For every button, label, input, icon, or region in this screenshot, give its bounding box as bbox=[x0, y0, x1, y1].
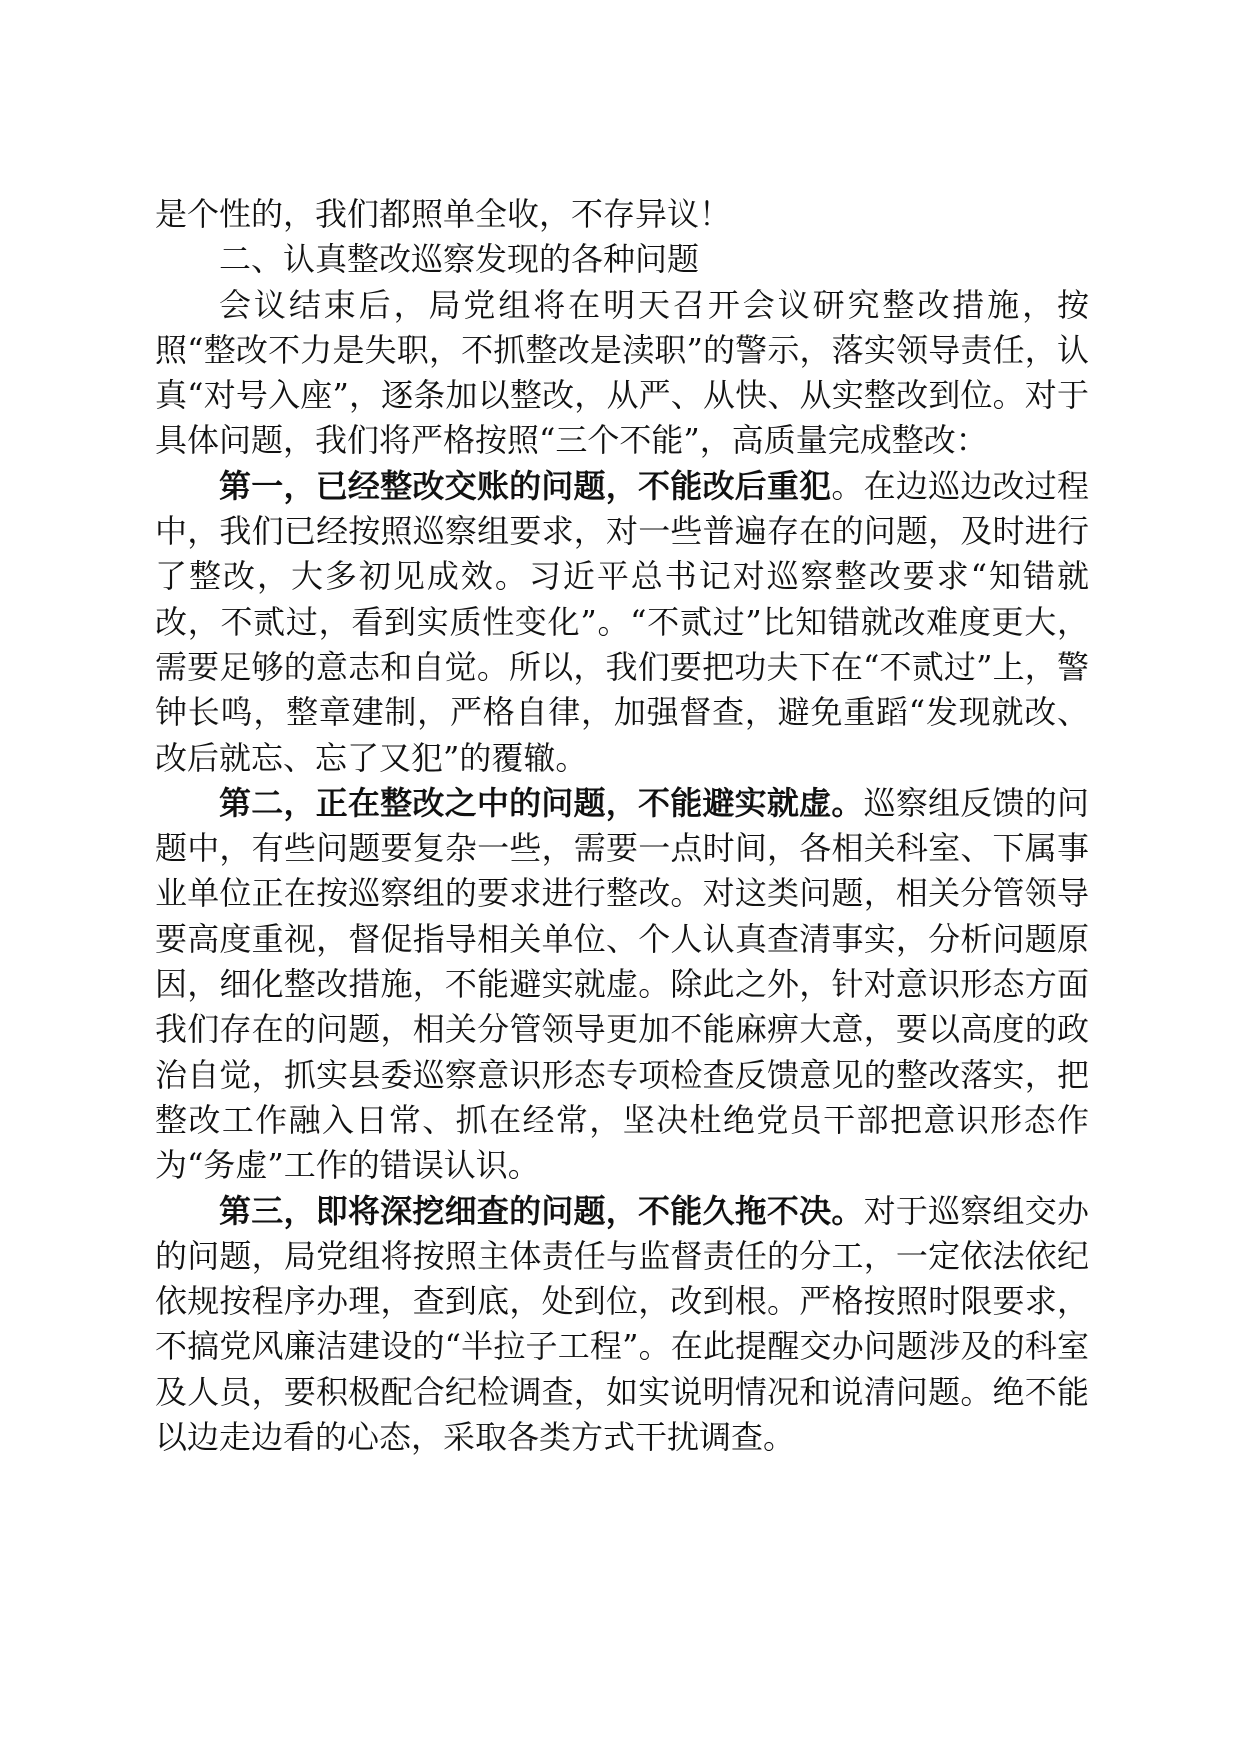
continuation-paragraph: 是个性的，我们都照单全收，不存异议！ bbox=[155, 195, 732, 233]
section-heading: 二、认真整改巡察发现的各种问题 bbox=[219, 240, 700, 279]
point-two-paragraph bbox=[155, 781, 1089, 1189]
point-three-lead: 第三，即将深挖细查的问题，不能久拖不决。 bbox=[219, 1191, 864, 1230]
point-one-paragraph bbox=[155, 464, 1089, 781]
point-three-body: 对于巡察组交办的问题，局党组将按照主体责任与监督责任的分工，一定依法依纪依规按程序办理，查到底，处到位，改到根。严格按照时限要求，不搞党风廉洁建设的“半拉子工程”。在此提醒交办问题涉及的科室及人员，要积极配合纪检调查，如实说明情况和说清问题。绝不能以边走边看的心态，采取各类方式干扰调查。 bbox=[155, 1191, 1089, 1457]
point-one-lead: 第一，已经整改交账的问题，不能改后重犯 bbox=[219, 466, 832, 505]
point-one-body: 。在边巡边改过程中，我们已经按照巡察组要求，对一些普遍存在的问题，及时进行了整改，大多初见成效。习近平总书记对巡察整改要求“知错就改，不贰过，看到实质性变化”。“不贰过”比知错就改难度更大，需要足够的意志和自觉。所以，我们要把功夫下在“不贰过”上，警钟长鸣，整章建制，严格自律，加强督查，避免重蹈“发现就改、改后就忘、忘了又犯”的覆辙。 bbox=[155, 466, 1089, 777]
intro-paragraph: 会议结束后，局党组将在明天召开会议研究整改措施，按照“整改不力是失职，不抓整改是渎职”的警示，落实领导责任，认真“对号入座”，逐条加以整改，从严、从快、从实整改到位。对于具体问题，我们将严格按照“三个不能”，高质量完成整改： bbox=[155, 285, 1089, 460]
point-two-body: 巡察组反馈的问题中，有些问题要复杂一些，需要一点时间，各相关科室、下属事业单位正在按巡察组的要求进行整改。对这类问题，相关分管领导要高度重视，督促指导相关单位、个人认真查清事实，分析问题原因，细化整改措施，不能避实就虚。除此之外，针对意识形态方面我们存在的问题，相关分管领导更加不能麻痹大意，要以高度的政治自觉，抓实县委巡察意识形态专项检查反馈意见的整改落实，把整改工作融入日常、抓在经常，坚决杜绝党员干部把意识形态作为“务虚”工作的错误认识。 bbox=[155, 783, 1089, 1185]
point-two-lead: 第二，正在整改之中的问题，不能避实就虚。 bbox=[219, 783, 864, 822]
point-three-paragraph bbox=[155, 1189, 1089, 1461]
document-body bbox=[155, 192, 1089, 1460]
